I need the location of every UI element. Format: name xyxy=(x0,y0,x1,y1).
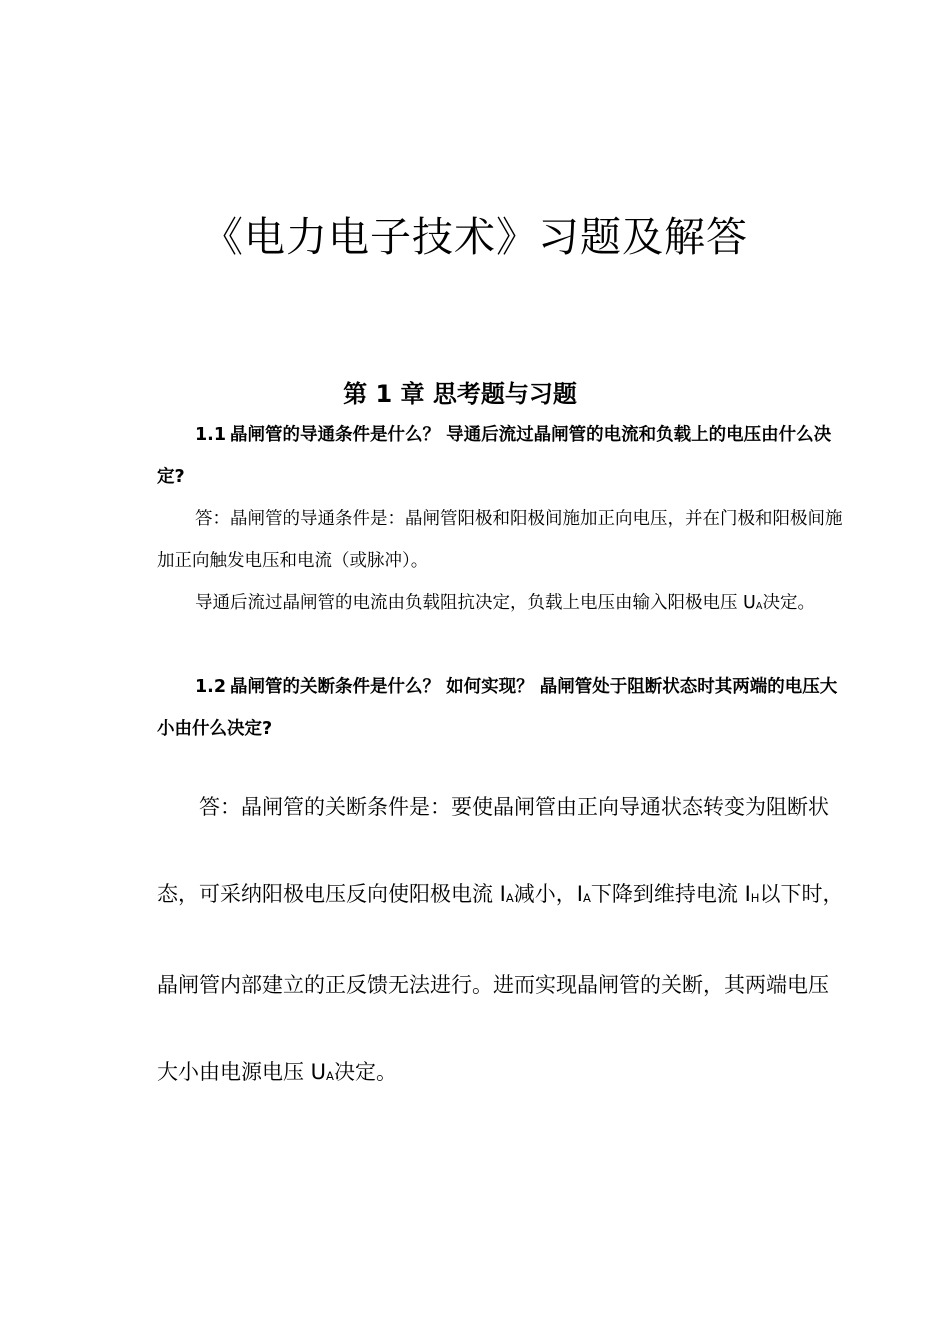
question-text: 晶闸管的导通条件是什么？ 导通后流过晶闸管的电流和负载上的电压由什么决定? xyxy=(157,425,832,487)
document-title: 《电力电子技术》习题及解答 xyxy=(202,213,748,262)
answer-1-1-paragraph-1: 答：晶闸管的导通条件是：晶闸管阳极和阳极间施加正向电压，并在门极和阳极间施加正向触发电压和电流（或脉冲）。 xyxy=(157,509,843,571)
question-number: 1.1 xyxy=(195,425,227,445)
answer-text: 决定。 xyxy=(762,593,815,613)
chapter-heading: 第 1 章 思考题与习题 xyxy=(343,379,577,408)
question-1-2 xyxy=(157,666,847,750)
subscript: H xyxy=(750,891,760,906)
question-text: 晶闸管的关断条件是什么？ 如何实现？ 晶闸管处于阻断状态时其两端的电压大小由什么决定? xyxy=(157,677,838,739)
answer-paragraph xyxy=(157,764,847,1120)
answer-1-1-paragraph-2 xyxy=(157,582,847,628)
answer-1-2 xyxy=(157,764,847,1120)
subscript: A xyxy=(326,1069,334,1084)
answer-text: 减小，I xyxy=(513,882,583,906)
answer-text: 决定。 xyxy=(333,1060,397,1085)
question-number: 1.2 xyxy=(195,677,227,697)
answer-text: 答：晶闸管的关断条件是：要使晶闸管由正向导通状态转变为阻断状态，可采纳阳极电压反向使阳极电流 I xyxy=(157,795,829,906)
subscript: A xyxy=(582,891,591,906)
answer-text: 导通后流过晶闸管的电流由负载阻抗决定，负载上电压由输入阳极电压 U xyxy=(195,593,756,613)
subscript: A xyxy=(505,891,514,906)
answer-text: 下降到维持电流 I xyxy=(590,882,751,906)
subscript: A xyxy=(755,600,763,612)
question-1-1 xyxy=(157,414,847,498)
answer-text: 以下时，晶闸管内部建立的正反馈无法进行。进而实现晶闸管的关断，其两端电压大小由电源电压 U xyxy=(157,882,844,1085)
